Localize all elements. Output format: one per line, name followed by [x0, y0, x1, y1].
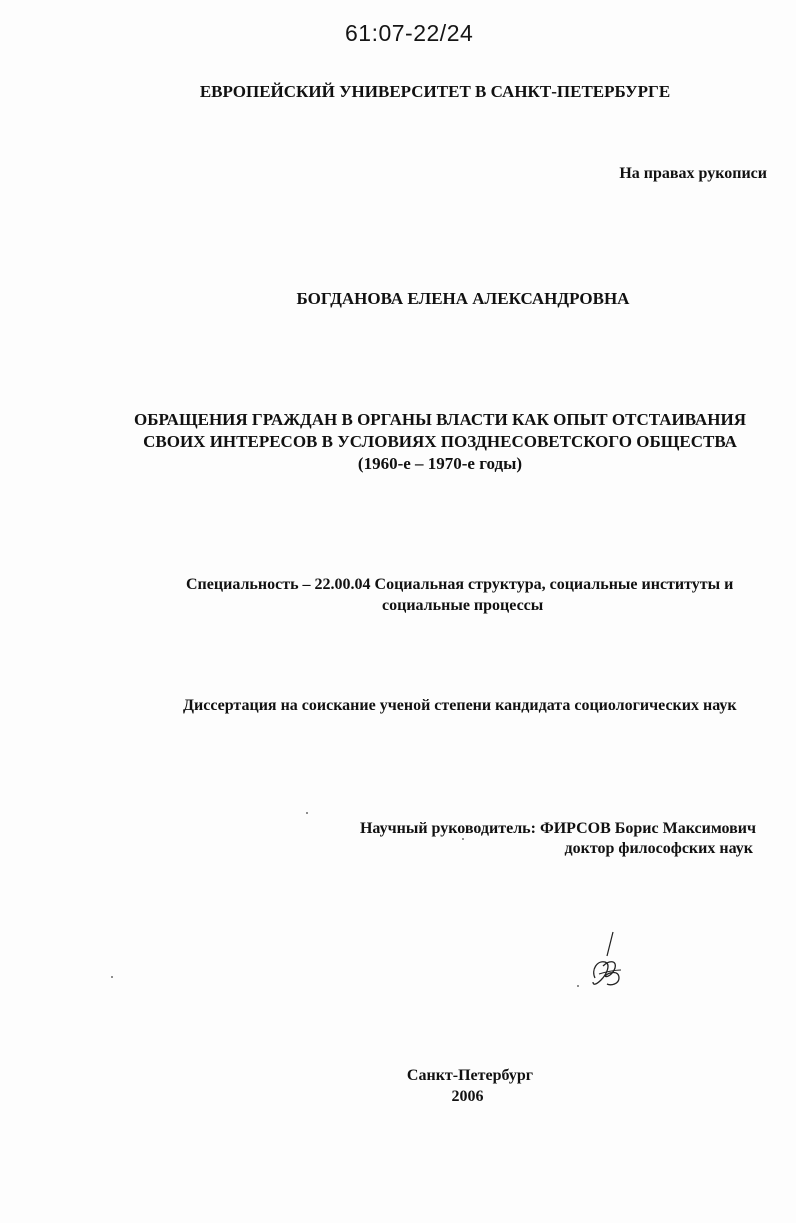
- scan-speck: [577, 985, 579, 987]
- title-line-1: ОБРАЩЕНИЯ ГРАЖДАН В ОРГАНЫ ВЛАСТИ КАК ОПЫТ ОТСТАИВАНИЯ: [134, 410, 746, 429]
- advisor-name: Научный руководитель: ФИРСОВ Борис Максимович: [359, 820, 756, 837]
- scan-speck: [111, 976, 113, 978]
- city: Санкт-Петербург: [406, 1067, 534, 1084]
- rights-note: На правах рукописи: [619, 165, 767, 182]
- scan-speck: [306, 812, 308, 814]
- advisor-degree: доктор философских наук: [564, 840, 753, 857]
- signature-icon: [585, 930, 625, 990]
- title-line-2: СВОИХ ИНТЕРЕСОВ В УСЛОВИЯХ ПОЗДНЕСОВЕТСКОГО ОБЩЕСТВА: [143, 432, 737, 451]
- archive-code: 61:07-22/24: [345, 20, 474, 46]
- author-name: БОГДАНОВА ЕЛЕНА АЛЕКСАНДРОВНА: [296, 289, 630, 308]
- specialty-line-1: Специальность – 22.00.04 Социальная структура, социальные институты и: [186, 576, 734, 593]
- title-line-3: (1960-е – 1970-е годы): [357, 454, 523, 473]
- university-name: ЕВРОПЕЙСКИЙ УНИВЕРСИТЕТ В САНКТ-ПЕТЕРБУРГЕ: [199, 82, 671, 101]
- dissertation-degree: Диссертация на соискание ученой степени кандидата социологических наук: [183, 697, 737, 714]
- scan-speck: [462, 838, 464, 840]
- specialty-line-2: социальные процессы: [382, 597, 544, 614]
- year: 2006: [451, 1088, 484, 1105]
